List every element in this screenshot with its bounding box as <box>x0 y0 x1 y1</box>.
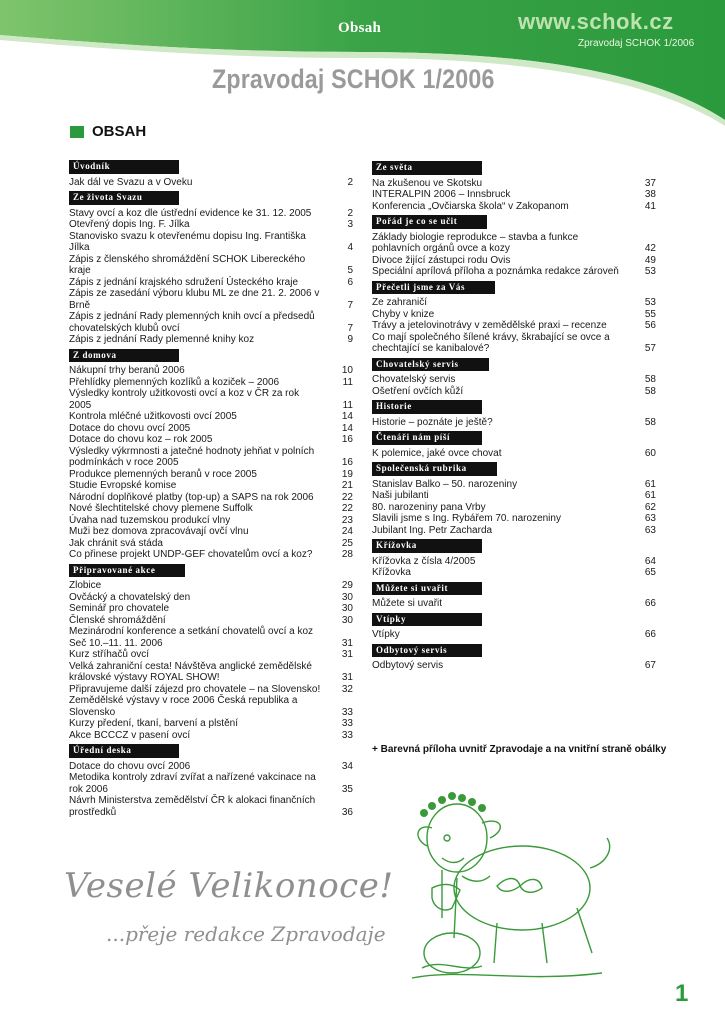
toc-entry <box>69 795 353 818</box>
toc-entry-title: Úvaha nad tuzemskou produkcí vlny <box>69 514 231 526</box>
toc-entry-page: 32 <box>341 683 353 695</box>
toc-entry-page: 14 <box>341 422 353 434</box>
toc-entry-title: Výsledky kontroly užitkovosti ovcí a koz v ČR za rok 2005 <box>69 388 300 411</box>
toc-entry <box>372 660 656 672</box>
toc-entry-title: Kurzy předení, tkaní, barvení a plstění <box>69 718 238 729</box>
toc-entry <box>69 254 353 277</box>
toc-entry-title: Kurz stříhačů ovcí <box>69 649 150 660</box>
green-square-icon <box>70 126 84 138</box>
toc-entry <box>372 320 656 332</box>
toc-entry-page: 9 <box>347 334 353 345</box>
left-section-header: Úvodník <box>69 160 179 174</box>
toc-entry <box>372 556 656 568</box>
toc-entry-page: 66 <box>644 598 656 609</box>
toc-entry <box>372 513 656 525</box>
toc-entry <box>372 189 656 201</box>
toc-entry-page: 30 <box>341 591 353 603</box>
toc-entry <box>372 490 656 502</box>
section-spacer <box>372 459 656 461</box>
toc-entry-page: 24 <box>341 526 353 537</box>
right-section-header: Odbytový servis <box>372 644 482 658</box>
toc-entry-page: 61 <box>644 490 656 501</box>
right-section-header: Společenská rubrika <box>372 462 497 476</box>
toc-entry-title: Základy biologie reprodukce – stavba a funkce pohlavních orgánů ovce a kozy <box>372 231 579 254</box>
toc-entry-title: Stanislav Balko – 50. narozeniny <box>372 478 518 490</box>
toc-entry <box>372 448 656 460</box>
toc-entry <box>69 311 353 334</box>
toc-entry-page: 25 <box>341 537 353 549</box>
toc-entry <box>69 411 353 423</box>
toc-entry <box>372 309 656 321</box>
toc-entry <box>372 232 656 255</box>
toc-entry-title: Stanovisko svazu k otevřenému dopisu Ing. Františka Jílka <box>69 230 306 253</box>
section-spacer <box>69 346 353 348</box>
toc-entry-page: 16 <box>341 457 353 468</box>
toc-entry-page: 35 <box>341 783 353 795</box>
toc-entry <box>69 277 353 289</box>
toc-entry-title: Dotace do chovu ovcí 2005 <box>69 422 191 434</box>
toc-entry-title: Křížovka <box>372 567 411 578</box>
supplement-note: + Barevná příloha uvnitř Zpravodaje a na vnitřní straně obálky <box>372 744 667 755</box>
toc-entry <box>69 603 353 615</box>
toc-entry <box>69 231 353 254</box>
toc-entry-title: Připravujeme další zájezd pro chovatele – na Slovensko! <box>69 683 321 695</box>
toc-entry-title: Zápis z jednání Rady plemenných knih ovcí a předsedů chovatelských klubů ovcí <box>69 311 315 334</box>
toc-entry-page: 21 <box>341 480 353 491</box>
toc-entry-title: Otevřený dopis Ing. F. Jílka <box>69 219 190 230</box>
toc-entry <box>69 626 353 649</box>
toc-entry-page: 63 <box>644 513 656 524</box>
right-section-header: Ze světa <box>372 161 482 175</box>
toc-entry-title: Přehlídky plemenných kozlíků a koziček – 2006 <box>69 376 280 388</box>
toc-entry-page: 10 <box>341 365 353 376</box>
toc-entry-title: Speciální aprílová příloha a poznámka redakce zároveň <box>372 266 619 277</box>
toc-entry-title: Národní doplňkové platby (top-up) a SAPS na rok 2006 <box>69 491 314 503</box>
toc-entry-title: Mezinárodní konference a setkání chovatelů ovcí a koz Seč 10.–11. 11. 2006 <box>69 626 314 649</box>
toc-entry-title: Ze zahraničí <box>372 297 428 308</box>
toc-entry-page: 4 <box>347 242 353 253</box>
toc-entry-title: Návrh Ministerstva zemědělství ČR k alokaci finančních prostředků <box>69 795 316 818</box>
toc-entry-page: 30 <box>341 614 353 626</box>
right-section-header: Pořád je co se učit <box>372 215 487 229</box>
toc-entry-page: 14 <box>341 411 353 422</box>
toc-entry-title: Odbytový servis <box>372 660 444 671</box>
toc-entry-title: Historie – poznáte je ještě? <box>372 416 493 428</box>
right-section-header: Přečetli jsme za Vás <box>372 281 495 295</box>
toc-entry <box>69 492 353 504</box>
toc-entry-page: 37 <box>644 177 656 189</box>
toc-entry <box>69 772 353 795</box>
toc-entry-page: 64 <box>644 555 656 567</box>
toc-entry-title: Zemědělské výstavy v roce 2006 Česká republika a Slovensko <box>69 695 298 718</box>
toc-entry-page: 53 <box>644 266 656 277</box>
toc-entry-page: 2 <box>347 176 353 188</box>
toc-entry-title: Studie Evropské komise <box>69 480 177 491</box>
toc-entry-title: K polemice, jaké ovce chovat <box>372 447 502 459</box>
toc-entry-title: Naši jubilanti <box>372 490 429 501</box>
toc-entry <box>372 297 656 309</box>
toc-entry <box>372 479 656 491</box>
section-spacer <box>69 561 353 563</box>
toc-entry <box>372 178 656 190</box>
toc-entry-page: 28 <box>341 549 353 560</box>
right-section-header: Chovatelský servis <box>372 358 489 372</box>
toc-entry <box>69 480 353 492</box>
easter-greeting: Veselé Velikonoce! <box>64 866 394 906</box>
toc-entry <box>69 288 353 311</box>
toc-entry-page: 6 <box>347 276 353 288</box>
toc-entry-title: Muži bez domova zpracovávají ovčí vlnu <box>69 526 249 537</box>
toc-entry-title: Nákupní trhy beranů 2006 <box>69 365 185 376</box>
toc-entry <box>372 374 656 386</box>
toc-entry-page: 63 <box>644 524 656 536</box>
toc-entry-title: Na zkušenou ve Skotsku <box>372 177 483 189</box>
toc-entry <box>69 423 353 435</box>
page-number: 1 <box>675 980 689 1007</box>
section-spacer <box>372 536 656 538</box>
toc-entry-title: Nové šlechtitelské chovy plemene Suffolk <box>69 503 253 514</box>
toc-entry-page: 33 <box>341 729 353 741</box>
toc-entry-page: 66 <box>644 629 656 640</box>
toc-entry-page: 19 <box>341 468 353 480</box>
toc-entry-title: Dotace do chovu ovcí 2006 <box>69 760 191 772</box>
toc-entry-title: Členské shromáždění <box>69 614 166 626</box>
toc-entry-title: Výsledky výkrmnosti a jatečné hodnoty jehňat v polních podmínkách v roce 2005 <box>69 445 315 468</box>
toc-entry-page: 61 <box>644 478 656 490</box>
toc-entry <box>69 515 353 527</box>
toc-entry <box>372 598 656 610</box>
section-spacer <box>69 188 353 190</box>
website-url: www.schok.cz <box>518 9 674 34</box>
toc-entry-title: Co mají společného šílené krávy, škrabající se ovce a chechtající se kanibalové? <box>372 331 610 354</box>
toc-entry-page: 58 <box>644 374 656 385</box>
toc-entry <box>372 332 656 355</box>
toc-entry-title: Chovatelský servis <box>372 374 456 385</box>
toc-entry-title: Chyby v knize <box>372 308 435 320</box>
toc-entry <box>372 525 656 537</box>
greeting-signature: ...přeje redakce Zpravodaje <box>106 922 386 946</box>
toc-entry <box>69 434 353 446</box>
toc-entry-page: 16 <box>341 434 353 445</box>
toc-entry-page: 34 <box>341 760 353 772</box>
toc-entry <box>372 502 656 514</box>
toc-right-column <box>372 160 656 674</box>
section-spacer <box>69 818 353 820</box>
toc-entry-page: 30 <box>341 603 353 614</box>
toc-entry <box>69 649 353 661</box>
contents-heading-text: OBSAH <box>92 123 147 140</box>
toc-entry-title: Slavili jsme s Ing. Rybářem 70. narozeniny <box>372 513 561 524</box>
toc-entry-page: 62 <box>644 501 656 513</box>
toc-entry <box>69 580 353 592</box>
left-section-header: Úřední deska <box>69 744 179 758</box>
toc-entry-title: Ovčácký a chovatelský den <box>69 591 191 603</box>
toc-entry-title: Akce BCCCZ v pasení ovcí <box>69 729 191 741</box>
section-spacer <box>372 672 656 674</box>
toc-entry <box>69 177 353 189</box>
section-spacer <box>69 741 353 743</box>
section-spacer <box>372 579 656 581</box>
toc-entry <box>69 718 353 730</box>
toc-entry <box>69 661 353 684</box>
page-title: Zpravodaj SCHOK 1/2006 <box>212 64 495 94</box>
toc-entry-page: 60 <box>644 447 656 459</box>
toc-entry-title: Co přinese projekt UNDP-GEF chovatelům ovcí a koz? <box>69 549 313 560</box>
toc-entry <box>69 503 353 515</box>
toc-entry-title: Zápis z jednání Rady plemenné knihy koz <box>69 334 255 345</box>
toc-entry-page: 65 <box>644 567 656 578</box>
toc-entry-page: 33 <box>341 706 353 718</box>
toc-entry <box>69 334 353 346</box>
right-section-header: Můžete si uvařit <box>372 582 482 596</box>
left-section-header: Ze života Svazu <box>69 191 179 205</box>
toc-entry <box>69 388 353 411</box>
toc-entry <box>372 386 656 398</box>
section-spacer <box>372 355 656 357</box>
toc-entry <box>69 469 353 481</box>
toc-entry-page: 56 <box>644 320 656 331</box>
toc-entry <box>69 446 353 469</box>
toc-entry-page: 38 <box>644 189 656 200</box>
toc-entry <box>69 208 353 220</box>
toc-entry-title: Konferencia „Ovčiarska škola“ v Zakopanom <box>372 200 569 212</box>
toc-entry-title: Velká zahraniční cesta! Návštěva anglické zemědělské královské výstavy ROYAL SHOW! <box>69 660 312 683</box>
toc-entry <box>69 684 353 696</box>
section-spacer <box>372 428 656 430</box>
toc-entry-title: Vtípky <box>372 629 400 640</box>
toc-entry-page: 11 <box>342 399 353 411</box>
toc-entry-page: 31 <box>341 649 353 660</box>
section-spacer <box>372 641 656 643</box>
toc-entry-title: Zápis ze zasedání výboru klubu ML ze dne 21. 2. 2006 v Brně <box>69 288 320 311</box>
toc-entry-title: 80. narozeniny pana Vrby <box>372 501 486 513</box>
toc-entry-title: Dotace do chovu koz – rok 2005 <box>69 434 213 445</box>
toc-entry-page: 7 <box>347 322 353 334</box>
toc-entry-page: 31 <box>341 637 353 649</box>
toc-entry-title: Můžete si uvařit <box>372 598 443 609</box>
right-section-header: Vtípky <box>372 613 482 627</box>
toc-entry-page: 58 <box>644 416 656 428</box>
toc-left-column <box>69 159 353 820</box>
toc-entry-title: Zlobice <box>69 580 102 591</box>
toc-entry-title: Křížovka z čísla 4/2005 <box>372 555 476 567</box>
toc-entry <box>372 266 656 278</box>
toc-entry <box>69 761 353 773</box>
toc-entry-page: 57 <box>644 343 656 354</box>
toc-entry-title: Divoce žijící zástupci rodu Ovis <box>372 254 511 266</box>
toc-entry-page: 3 <box>347 219 353 230</box>
toc-entry <box>69 695 353 718</box>
toc-entry-title: Jubilant Ing. Petr Zacharda <box>372 524 493 536</box>
toc-entry-page: 55 <box>644 308 656 320</box>
toc-entry-page: 67 <box>644 660 656 671</box>
toc-entry <box>69 730 353 742</box>
toc-entry-page: 29 <box>341 580 353 591</box>
toc-entry <box>69 549 353 561</box>
toc-entry <box>69 592 353 604</box>
left-section-header: Připravované akce <box>69 564 185 578</box>
toc-entry-page: 22 <box>341 491 353 503</box>
toc-entry <box>372 201 656 213</box>
toc-entry-title: Zápis z členského shromáždění SCHOK Libereckého kraje <box>69 253 306 276</box>
toc-entry <box>372 255 656 267</box>
right-section-header: Křížovka <box>372 539 482 553</box>
issue-label-small: Zpravodaj SCHOK 1/2006 <box>578 38 695 49</box>
toc-entry-title: Jak chránit svá stáda <box>69 537 163 549</box>
toc-entry <box>69 219 353 231</box>
left-section-header: Z domova <box>69 349 179 363</box>
section-tab-label: Obsah <box>338 20 382 36</box>
section-spacer <box>372 397 656 399</box>
toc-entry-title: Stavy ovcí a koz dle ústřední evidence ke 31. 12. 2005 <box>69 207 312 219</box>
toc-entry <box>372 417 656 429</box>
toc-entry-page: 11 <box>342 376 353 388</box>
toc-entry-page: 42 <box>644 243 656 254</box>
toc-entry-page: 22 <box>341 503 353 514</box>
toc-entry-page: 49 <box>644 254 656 266</box>
toc-entry-page: 53 <box>644 297 656 308</box>
toc-entry-page: 36 <box>341 806 353 818</box>
contents-heading <box>70 123 146 140</box>
toc-entry-page: 7 <box>347 299 353 311</box>
toc-entry <box>69 365 353 377</box>
toc-entry-page: 58 <box>644 385 656 397</box>
toc-entry <box>69 377 353 389</box>
section-spacer <box>372 212 656 214</box>
toc-entry-page: 41 <box>644 200 656 212</box>
toc-entry-title: Trávy a jetelovinotrávy v zemědělské praxi – recenze <box>372 320 607 331</box>
right-section-header: Čtenáři nám píší <box>372 431 482 445</box>
toc-entry-title: Metodika kontroly zdraví zvířat a nařízené vakcinace na rok 2006 <box>69 772 316 795</box>
toc-entry-page: 33 <box>341 718 353 729</box>
toc-entry-page: 5 <box>347 265 353 276</box>
toc-entry <box>372 567 656 579</box>
toc-entry-title: Produkce plemenných beranů v roce 2005 <box>69 468 257 480</box>
toc-entry <box>69 526 353 538</box>
section-spacer <box>372 610 656 612</box>
easter-lamb-illustration <box>402 768 632 988</box>
toc-entry <box>69 538 353 550</box>
toc-entry-title: Jak dál ve Svazu a v Oveku <box>69 176 193 188</box>
right-section-header: Historie <box>372 400 482 414</box>
toc-entry-title: Zápis z jednání krajského sdružení Ústeckého kraje <box>69 276 299 288</box>
toc-entry <box>69 615 353 627</box>
toc-entry-title: Ošetření ovčích kůží <box>372 385 464 397</box>
toc-entry-title: Kontrola mléčné užitkovosti ovcí 2005 <box>69 411 237 422</box>
toc-entry <box>372 629 656 641</box>
toc-entry-title: INTERALPIN 2006 – Innsbruck <box>372 189 511 200</box>
toc-entry-title: Seminář pro chovatele <box>69 603 170 614</box>
toc-entry-page: 31 <box>341 672 353 683</box>
section-spacer <box>372 278 656 280</box>
toc-entry-page: 23 <box>341 514 353 526</box>
toc-entry-page: 2 <box>347 207 353 219</box>
